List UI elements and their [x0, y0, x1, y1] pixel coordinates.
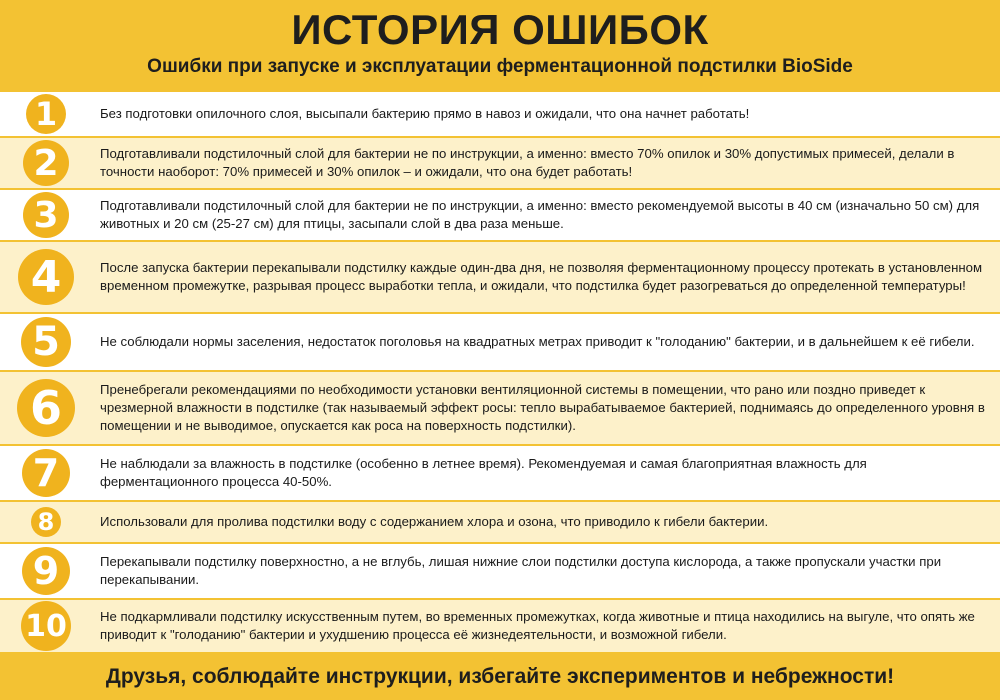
item-number: 5	[0, 314, 92, 370]
item-number: 8	[0, 502, 92, 542]
item-text: Использовали для пролива подстилки воду с содержанием хлора и озона, что приводило к гибели бактерии.	[100, 514, 769, 529]
page-title: ИСТОРИЯ ОШИБОК	[291, 6, 709, 53]
item-number: 3	[0, 190, 92, 240]
item-text: Подготавливали подстилочный слой для бактерии не по инструкции, а именно: вместо 70% опилок и 30% допустимых примесей, делали в точности наоборот: 70% примесей и 30% опилок – и ожидали, что она будет работать!	[100, 146, 955, 179]
list-item	[0, 600, 1000, 652]
list-item	[0, 502, 1000, 542]
list-item	[0, 314, 1000, 370]
list-item	[0, 138, 1000, 188]
item-text: Не соблюдали нормы заселения, недостаток поголовья на квадратных метрах приводит к "голоданию" бактерии, и в дальнейшем к её гибели.	[100, 334, 975, 349]
item-text: Не подкармливали подстилку искусственным путем, во временных промежутках, когда животные и птица находились на выгуле, что опять же приводит к "голоданию" бактерии и ухудшению процесса её жизнедеятельности, и возможной гибели.	[100, 609, 975, 642]
list-item	[0, 190, 1000, 240]
list-item	[0, 92, 1000, 136]
list-item	[0, 372, 1000, 444]
item-number: 2	[0, 138, 92, 188]
item-number: 6	[0, 372, 92, 444]
footer-slogan: Друзья, соблюдайте инструкции, избегайте экспериментов и небрежности!	[105, 664, 895, 688]
list-item	[0, 242, 1000, 312]
item-number: 10	[0, 600, 92, 652]
item-text: Подготавливали подстилочный слой для бактерии не по инструкции, а именно: вместо рекомендуемой высоты в 40 см (изначально 50 см) для животных и 20 см (25-27 см) для птицы, засыпали слой в два раза меньше.	[100, 198, 980, 231]
list-item	[0, 544, 1000, 598]
item-text: После запуска бактерии перекапывали подстилку каждые один-два дня, не позволяя ферментационному процессу протекать в установленном временном промежутке, разрывая процесс выработки тепла, и ожидали, что подстилка будет разогреваться до определенной температуры!	[100, 260, 983, 293]
item-number: 1	[0, 92, 92, 136]
item-text: Без подготовки опилочного слоя, высыпали бактерию прямо в навоз и ожидали, что она начнет работать!	[100, 106, 750, 121]
item-text: Перекапывали подстилку поверхностно, а не вглубь, лишая нижние слои подстилки доступа кислорода, а также пропускали участки при перекапывании.	[100, 554, 942, 587]
item-text: Пренебрегали рекомендациями по необходимости установки вентиляционной системы в помещении, что рано или поздно приведет к чрезмерной влажности в подстилке (так называемый эффект росы: тепло вырабатываемое бактерией, поднимаясь до определенного уровня в помещении и не выводимое, опускается как роса на поверхность подстилки).	[100, 382, 985, 433]
item-text: Не наблюдали за влажность в подстилке (особенно в летнее время). Рекомендуемая и самая благоприятная влажность для ферментационного процесса 40-50%.	[100, 456, 867, 489]
list-item	[0, 446, 1000, 500]
page-subtitle: Ошибки при запуске и эксплуатации ферментационной подстилки BioSide	[147, 56, 853, 77]
item-number: 4	[0, 242, 92, 312]
item-number: 9	[0, 544, 92, 598]
item-number: 7	[0, 446, 92, 500]
